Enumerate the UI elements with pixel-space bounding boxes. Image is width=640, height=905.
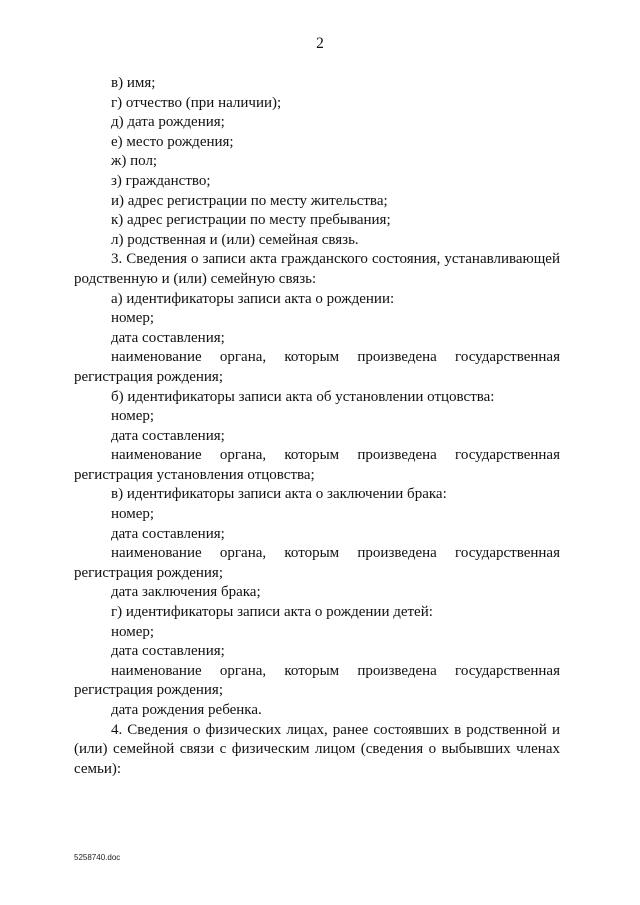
marriage-date: дата заключения брака; bbox=[111, 584, 261, 601]
list-item-name: в) имя; bbox=[111, 75, 156, 91]
list-item-sex: ж) пол; bbox=[111, 153, 158, 170]
list-item-birth-place: е) место рождения; bbox=[111, 133, 234, 150]
marriage-record-authority: наименование органа, которым произведена государственная регистрация рождения; bbox=[74, 545, 560, 581]
list-item-stay-address: к) адрес регистрации по месту пребывания; bbox=[111, 212, 391, 229]
paternity-record-heading: б) идентификаторы записи акта об установлении отцовства: bbox=[111, 388, 495, 405]
paternity-record-number: номер; bbox=[111, 408, 155, 425]
children-birth-record-date: дата составления; bbox=[111, 643, 225, 660]
list-item-birth-date: д) дата рождения; bbox=[111, 114, 225, 131]
marriage-record-number: номер; bbox=[111, 506, 155, 523]
birth-record-authority: наименование органа, которым произведена государственная регистрация рождения; bbox=[74, 349, 560, 385]
section-3-heading: 3. Сведения о записи акта гражданского состояния, устанавливающей родственную и (или) семейную связь: bbox=[74, 251, 560, 287]
document-footer-filename: 5258740.doc bbox=[74, 853, 121, 862]
paternity-record-authority: наименование органа, которым произведена государственная регистрация установления отцовства; bbox=[74, 447, 560, 483]
child-birth-date: дата рождения ребенка. bbox=[111, 702, 262, 718]
page-number: 2 bbox=[316, 35, 324, 52]
list-item-residence-address: и) адрес регистрации по месту жительства; bbox=[111, 192, 388, 209]
birth-record-number: номер; bbox=[111, 310, 155, 327]
children-birth-record-heading: г) идентификаторы записи акта о рождении детей: bbox=[111, 604, 433, 621]
list-item-citizenship: з) гражданство; bbox=[111, 172, 211, 189]
list-item-family-relation: л) родственная и (или) семейная связь. bbox=[111, 231, 359, 248]
birth-record-date: дата составления; bbox=[111, 329, 225, 346]
document-body bbox=[74, 74, 560, 779]
marriage-record-heading: в) идентификаторы записи акта о заключении брака: bbox=[111, 486, 447, 503]
section-4-heading: 4. Сведения о физических лицах, ранее состоявших в родственной и (или) семейной связи с физическим лицом (сведения о выбывших членах семьи): bbox=[74, 721, 560, 777]
paternity-record-date: дата составления; bbox=[111, 427, 225, 444]
list-item-patronymic: г) отчество (при наличии); bbox=[111, 94, 282, 111]
children-birth-record-authority: наименование органа, которым произведена государственная регистрация рождения; bbox=[74, 662, 560, 699]
birth-record-heading: а) идентификаторы записи акта о рождении: bbox=[111, 290, 395, 307]
children-birth-record-number: номер; bbox=[111, 623, 155, 640]
marriage-record-date: дата составления; bbox=[111, 525, 225, 542]
